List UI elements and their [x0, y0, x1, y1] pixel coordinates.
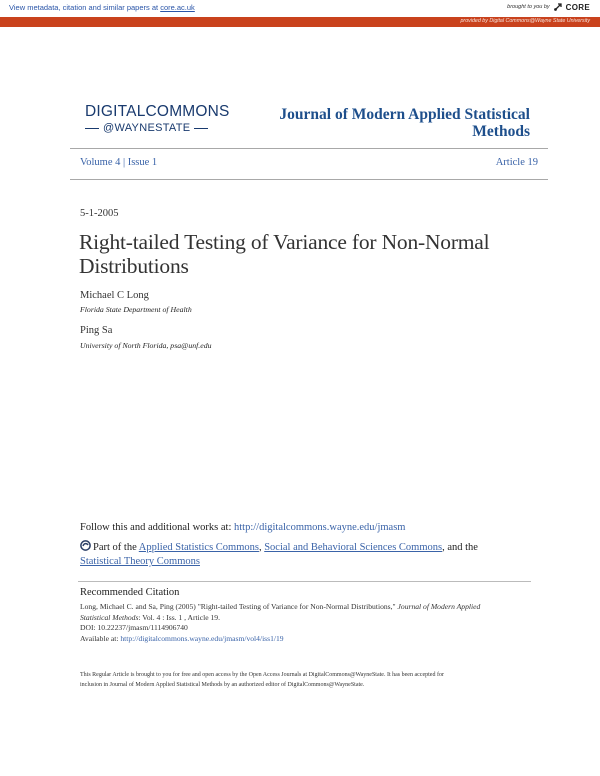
follow-label: Follow this and additional works at: — [80, 522, 234, 533]
logo-rule-right — [194, 128, 208, 129]
core-link[interactable]: core.ac.uk — [160, 3, 195, 12]
footer-line2: inclusion in Journal of Modern Applied Statistical Methods by an authorized editor of DigitalCommons@WayneState. — [80, 682, 365, 688]
citation-journal-italic-cont: Statistical Methods — [80, 612, 139, 622]
footer-line1: This Regular Article is brought to you for free and open access by the Open Access Journals at DigitalCommons@WayneState. It has been accepted for — [80, 672, 444, 678]
core-label: CORE — [565, 2, 590, 12]
author-affiliation: Florida State Department of Health — [80, 305, 192, 314]
part-of-comma: , — [258, 542, 265, 553]
logo-rule-left — [85, 128, 99, 129]
part-of-and: , and the — [442, 542, 478, 553]
divider-top — [70, 148, 548, 149]
author-name: Michael C Long — [80, 290, 149, 301]
citation-volume: : Vol. 4 : Iss. 1 , Article 19. — [138, 612, 221, 622]
follow-link[interactable]: http://digitalcommons.wayne.edu/jmasm — [234, 522, 406, 533]
core-brand[interactable] — [507, 2, 590, 12]
citation-divider — [78, 581, 531, 582]
provider-text: provided by Digital Commons@Wayne State University — [460, 18, 590, 24]
statistical-theory-commons-link[interactable]: Statistical Theory Commons — [80, 556, 200, 567]
author-affiliation: University of North Florida, psa@unf.edu — [80, 341, 212, 350]
core-metadata-text — [9, 3, 195, 12]
journal-title[interactable] — [230, 106, 530, 140]
volume-label: Volume 4 — [80, 157, 121, 168]
author-name: Ping Sa — [80, 325, 113, 336]
recommended-citation-body — [80, 602, 530, 644]
article-number[interactable]: Article 19 — [495, 157, 538, 168]
logo-line1: DIGITALCOMMONS — [85, 103, 230, 120]
provider-bar — [0, 17, 600, 27]
digital-commons-logo[interactable] — [85, 103, 230, 137]
available-at-label: Available at: — [80, 633, 121, 643]
access-footer — [80, 670, 540, 690]
bepress-network-icon — [80, 540, 91, 551]
core-logo-icon — [553, 2, 563, 12]
divider-bottom — [70, 179, 548, 180]
logo-line2: @WAYNESTATE — [103, 122, 191, 134]
citation-text: Long, Michael C. and Sa, Ping (2005) "Right-tailed Testing of Variance for Non-Normal Distributions," — [80, 602, 398, 611]
available-at-link[interactable]: http://digitalcommons.wayne.edu/jmasm/vol4/iss1/19 — [120, 633, 284, 643]
core-metadata-label: View metadata, citation and similar papers at — [9, 3, 161, 12]
issue-label: Issue 1 — [127, 157, 158, 168]
publication-date: 5-1-2005 — [80, 208, 119, 219]
volume-separator: | — [122, 157, 126, 168]
applied-statistics-commons-link[interactable]: Applied Statistics Commons — [138, 542, 259, 553]
citation-journal-italic: Journal of Modern Applied — [397, 602, 481, 611]
citation-doi: DOI: 10.22237/jmasm/1114906740 — [80, 623, 188, 632]
paper-title: Right-tailed Testing of Variance for Non-Normal Distributions — [79, 230, 490, 278]
journal-title-line2: Methods — [472, 123, 530, 140]
brought-by-label: brought to you by — [507, 4, 550, 10]
journal-title-line1: Journal of Modern Applied Statistical — [279, 106, 530, 123]
social-behavioral-sciences-commons-link[interactable]: Social and Behavioral Sciences Commons — [264, 542, 443, 553]
recommended-citation-heading: Recommended Citation — [80, 587, 180, 598]
follow-line — [80, 522, 405, 533]
part-of-label: Part of the — [93, 542, 139, 553]
part-of-commons — [80, 540, 550, 569]
core-top-bar — [0, 0, 600, 17]
volume-issue[interactable] — [80, 157, 157, 168]
